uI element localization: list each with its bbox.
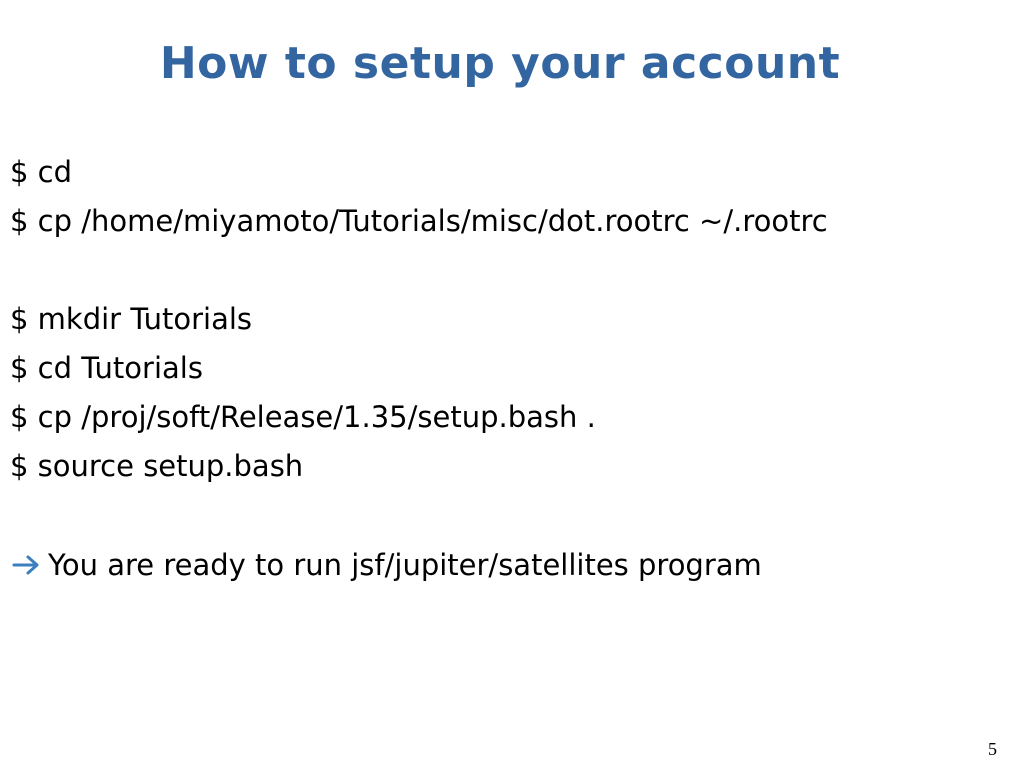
page-number: 5 — [988, 739, 997, 759]
right-arrow-icon — [12, 553, 42, 577]
slide-title: How to setup your account — [159, 38, 841, 89]
command-line-cd-tutorials: $ cd Tutorials — [10, 351, 203, 385]
command-line-mkdir: $ mkdir Tutorials — [10, 302, 253, 336]
command-line-cp-rootrc: $ cp /home/miyamoto/Tutorials/misc/dot.rootrc ~/.rootrc — [10, 204, 828, 238]
command-line-source: $ source setup.bash — [10, 449, 304, 483]
conclusion-text: You are ready to run jsf/jupiter/satellites program — [48, 548, 762, 582]
command-line-cd: $ cd — [10, 155, 73, 189]
command-line-cp-setup: $ cp /proj/soft/Release/1.35/setup.bash . — [10, 400, 596, 434]
conclusion-line — [12, 547, 762, 583]
